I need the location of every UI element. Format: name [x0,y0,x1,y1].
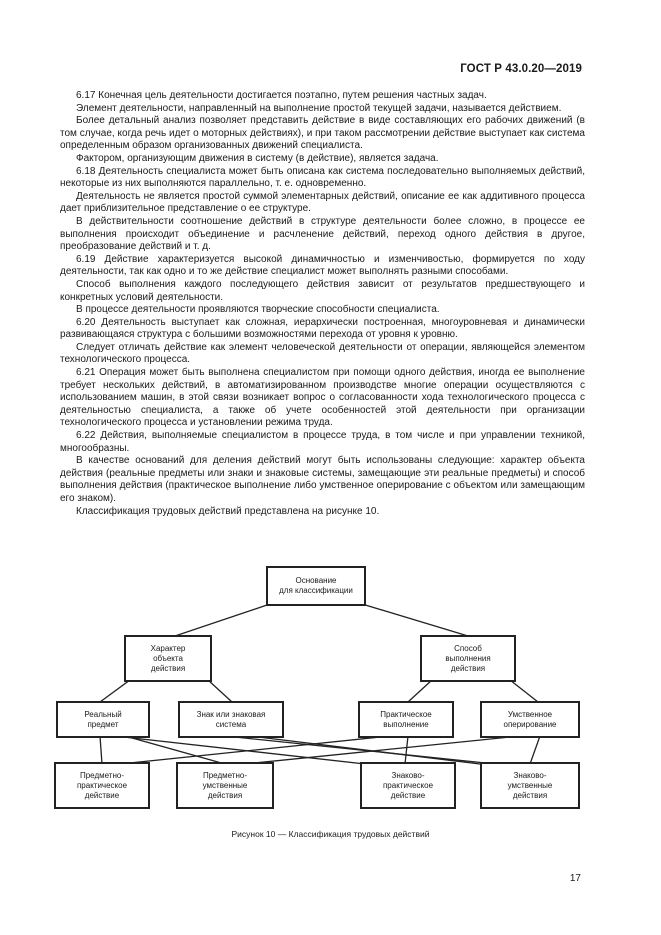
connector-l1-right-b [510,680,538,702]
figure-caption: Рисунок 10 — Классификация трудовых действий [231,829,430,839]
connector-root-left [175,604,270,636]
connector-l1-left-b [208,680,232,702]
document-header: ГОСТ Р 43.0.20—2019 [460,63,582,75]
paragraph: Деятельность не является простой суммой элементарных действий, описание ее как аддитивного процесса дает приблизительное представление о ее структуре. [60,190,585,215]
paragraph: 6.20 Деятельность выступает как сложная, иерархически построенная, многоуровневая и динамически развивающаяся структура с большими возможностями перехода от уровня к уровню. [60,316,585,341]
level1-box-object: Характер объекта действия [124,635,212,682]
level2-box-sign-system: Знак или знаковая система [178,701,284,738]
level2-box-practical: Практическое выполнение [358,701,454,738]
paragraph: 6.22 Действия, выполняемые специалистом в процессе труда, в том числе и при управлении техникой, многообразны. [60,430,585,454]
paragraph: 6.21 Операция может быть выполнена специалистом при помощи одного действия, иногда ее выполнение требует нескольких действий, в автоматизированном производстве многие операции осуществляются с использованием машин, в этой связи возникает вопрос о согласованности хода технологического процесса с деятельностью специалиста, а также об учете особенностей этой деятельности при организации технологического процесса и установлении режима труда. [60,367,585,429]
connector-l2-l3 [405,736,408,764]
paragraph: Классификация трудовых действий представлена на рисунке 10. [76,505,380,517]
paragraph: 6.17 Конечная цель деятельности достигается поэтапно, путем решения частных задач. [76,90,487,101]
connector-l2-l3 [530,736,540,764]
paragraph: Следует отличать действие как элемент человеческой деятельности от операции, являющейся элементом технологического процесса. [60,341,585,366]
paragraph: Более детальный анализ позволяет представить действие в виде составляющих его рабочих движений (в том случае, когда речь идет о моторных действиях), и при таком рассмотрении действие выступает как система определенным образом организованных движений специалиста. [60,115,585,152]
paragraph: 6.18 Деятельность специалиста может быть описана как система последовательно выполняемых действий, некоторые из них выполняются параллельно, т. е. одновременно. [60,165,585,190]
level1-box-method: Способ выполнения действия [420,635,516,682]
level3-box-object-mental: Предметно- умственные действия [176,762,274,809]
classification-diagram [50,562,590,824]
root-box: Основание для классификации [266,566,366,606]
connector-l1-left-a [100,680,130,702]
connector-l2-l3 [120,736,390,764]
connector-l2-l3 [125,736,225,764]
page-number: 17 [569,873,581,884]
connector-l1-right-a [408,680,432,702]
connector-l2-l3 [100,736,102,764]
level2-box-mental: Умственное оперирование [480,701,580,738]
paragraph: Фактором, организующим движения в систему (в действие), является задача. [76,152,439,164]
level3-box-object-practical: Предметно- практическое действие [54,762,150,809]
body-text [60,90,585,518]
paragraph: В процессе деятельности проявляются творческие способности специалиста. [76,304,440,316]
connector-l2-l3 [115,736,365,764]
connector-root-right [362,604,468,636]
paragraph: Элемент деятельности, направленный на выполнение простой текущей задачи, называется действием. [76,102,562,114]
level2-box-real-object: Реальный предмет [56,701,150,738]
paragraph: Способ выполнения каждого последующего действия зависит от результатов предшествующего и конкретных условий деятельности. [60,278,585,303]
paragraph: В качестве оснований для деления действий могут быть использованы следующие: характер объекта действия (реальные предметы или знаки и знаковые системы, замещающие эти реальные предметы) и способ выполнения действия (практическое выполнение либо умственное оперирование с объектом или замещающим его знаком). [60,455,585,504]
paragraph: В действительности соотношение действий в структуре деятельности более сложно, в процессе ее выполнения происходит объединение и расчленение действий, переход одного действия в другое, преобразование действий и т. д. [60,215,585,253]
paragraph: 6.19 Действие характеризуется высокой динамичностью и изменчивостью, формируется по ходу деятельности, так как одно и то же действие специалист может выполнять разными способами. [60,253,585,278]
level3-box-sign-practical: Знаково- практическое действие [360,762,456,809]
level3-box-sign-mental: Знаково- умственные действия [480,762,580,809]
